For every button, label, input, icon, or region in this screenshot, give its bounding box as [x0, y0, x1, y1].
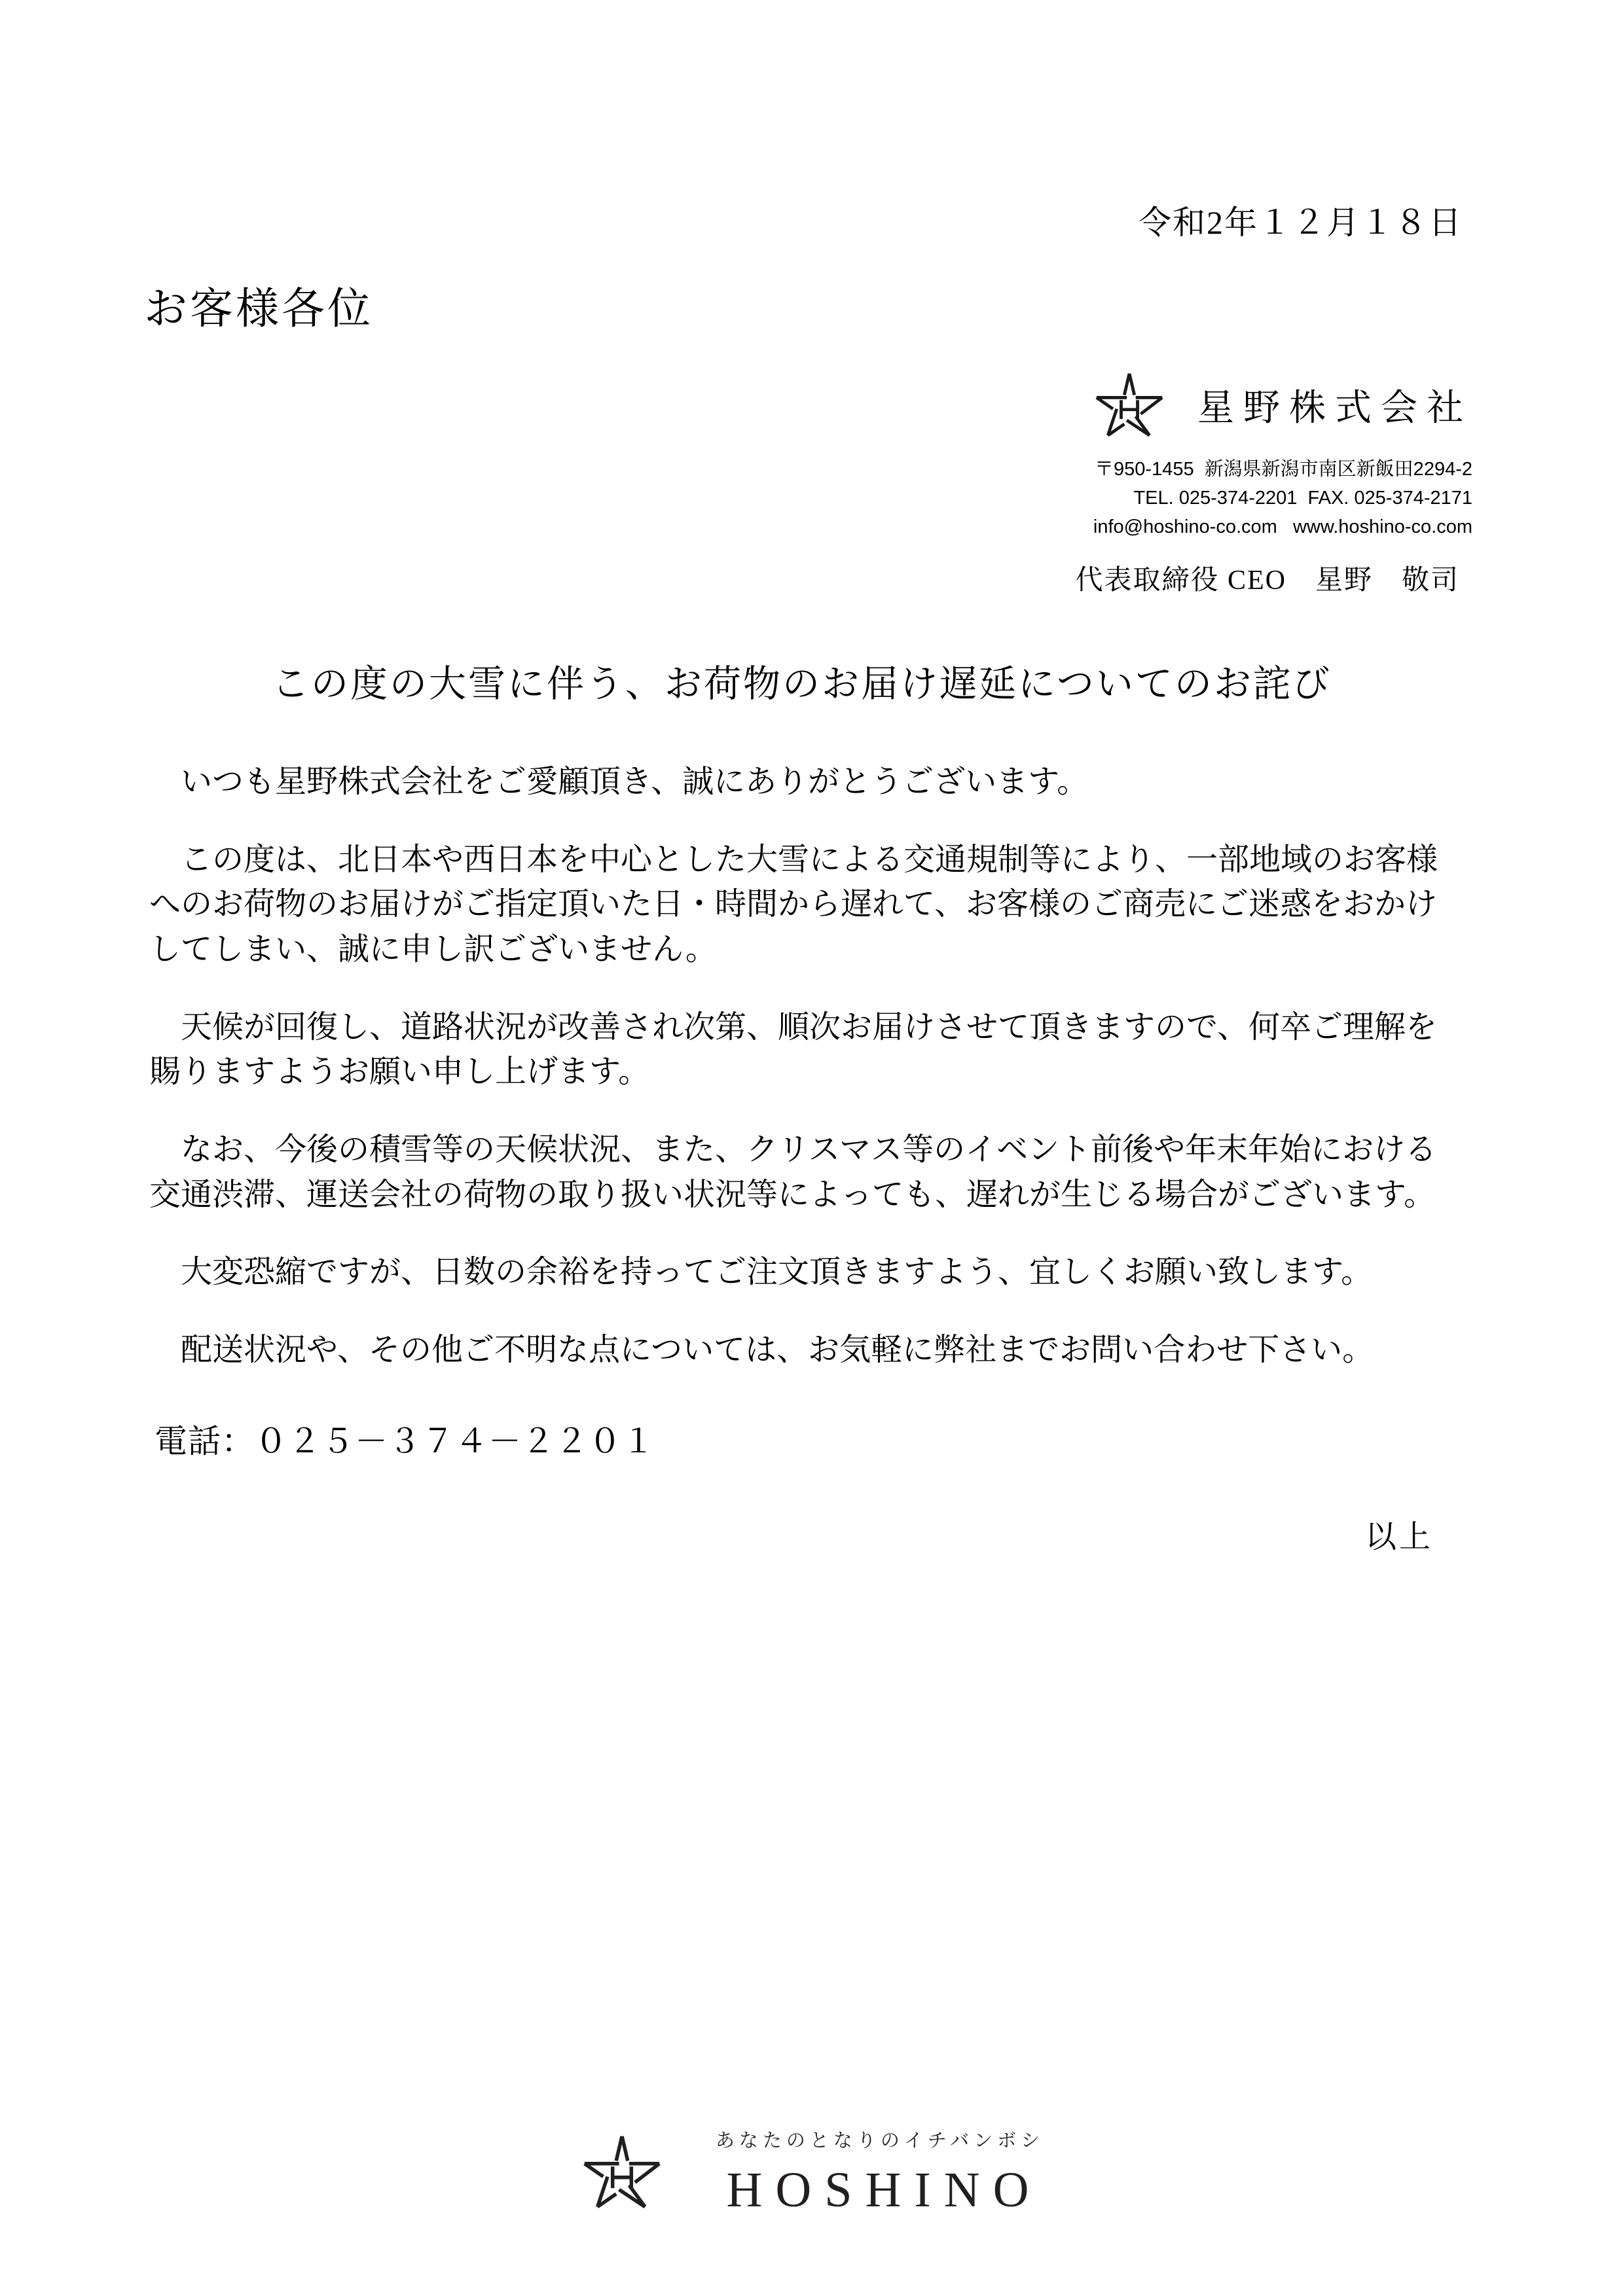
company-name: 星野株式会社: [1197, 388, 1472, 429]
body-paragraph: [149, 760, 1486, 805]
body-paragraph: [149, 1128, 1486, 1217]
body-line: 交通渋滞、運送会社の荷物の取り扱い状況等によっても、遅れが生じる場合がございます。: [149, 1177, 1436, 1212]
footer-text-block: [711, 2126, 1044, 2219]
document-title: この度の大雪に伴う、お荷物のお届け遅延についてのお詫び: [272, 664, 1332, 706]
footer-brand-name: HOSHINO: [726, 2162, 1042, 2217]
addressee-row: [124, 274, 1499, 336]
body-line: 配送状況や、その他ご不明な点については、お気軽に弊社までお問い合わせ下さい。: [181, 1332, 1374, 1367]
hoshino-star-h-logo-icon: [579, 2132, 665, 2213]
footer-brand-lockup: [0, 2126, 1623, 2219]
body-line: 天候が回復し、道路状況が改善され次第、順次お届けさせて頂きますので、何卒ご理解を: [181, 1009, 1438, 1045]
body-paragraph: [149, 1250, 1486, 1295]
contact-phone-line: 電話：０２５－３７４－２２０１: [155, 1423, 655, 1460]
sender-block: [124, 370, 1499, 598]
body-line: へのお荷物のお届けがご指定頂いた日・時間から遅れて、お客様のご商売にご迷惑をおかけ: [149, 887, 1438, 922]
document-date: 令和2年１２月１８日: [1139, 204, 1463, 241]
company-representative: 代表取締役 CEO 星野 敬司: [1075, 565, 1459, 596]
closing-word: 以上: [1364, 1519, 1433, 1554]
addressee: お客様各位: [144, 285, 373, 333]
date-row: [124, 0, 1499, 243]
body-paragraph: [149, 1328, 1486, 1373]
body-line: してしまい、誠に申し訳ございません。: [149, 932, 717, 967]
body-paragraph: [149, 838, 1486, 973]
company-contact-block: [124, 455, 1472, 541]
body-line: 大変恐縮ですが、日数の余裕を持ってご注文頂きますよう、宜しくお願い致します。: [181, 1255, 1373, 1290]
company-postal-address: 〒950-1455 新潟県新潟市南区新飯田2294-2: [1095, 459, 1472, 480]
hoshino-star-h-logo-icon: [1091, 370, 1167, 440]
company-name-row: [124, 370, 1472, 440]
footer-tagline: あなたのとなりのイチバンボシ: [715, 2130, 1045, 2151]
body-line: いつも星野株式会社をご愛顧頂き、誠にありがとうございます。: [181, 764, 1089, 800]
company-email-web[interactable]: info@hoshino-co.com www.hoshino-co.com: [1093, 516, 1472, 538]
company-tel-fax: TEL. 025-374-2201 FAX. 025-374-2171: [1133, 488, 1472, 509]
body-line: なお、今後の積雪等の天候状況、また、クリスマス等のイベント前後や年末年始における: [181, 1132, 1437, 1167]
body-paragraph: [149, 1005, 1486, 1095]
letter-body: [124, 760, 1499, 1560]
body-line: この度は、北日本や西日本を中心とした大雪による交通規制等により、一部地域のお客様: [181, 842, 1438, 877]
body-line: 賜りますようお願い申し上げます。: [149, 1054, 650, 1090]
